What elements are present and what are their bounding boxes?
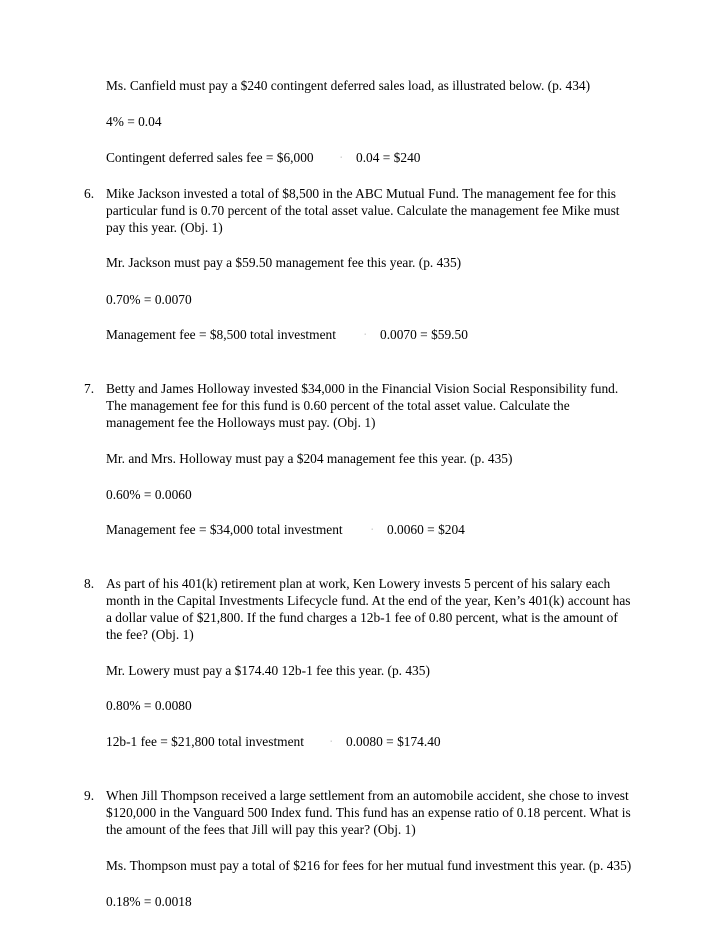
problem-8-number: 8. — [84, 576, 95, 591]
problem-8-question-line: As part of his 401(k) retirement plan at work, Ken Lowery invests 5 percent of his salary each — [106, 576, 611, 591]
multiply-sign: · — [370, 522, 375, 537]
problem-8-calc-left: 12b-1 fee = $21,800 total investment — [106, 734, 304, 749]
problem-9-question-line: $120,000 in the Vanguard 500 Index fund. This fund has an expense ratio of 0.18 percent. What is — [106, 805, 631, 820]
multiply-sign: · — [329, 734, 334, 749]
problem-8-question-line: the fee? (Obj. 1) — [106, 627, 194, 642]
problem-6-question-line: particular fund is 0.70 percent of the total asset value. Calculate the management fee Mike must — [106, 203, 620, 218]
problem-6-calc-left: Management fee = $8,500 total investment — [106, 327, 336, 342]
problem-9-number: 9. — [84, 788, 95, 803]
problem-8-question-line: month in the Capital Investments Lifecycle fund. At the end of the year, Ken’s 401(k) account has — [106, 593, 631, 608]
problem-7-answer: Mr. and Mrs. Holloway must pay a $204 management fee this year. (p. 435) — [106, 451, 513, 466]
problem-9-conversion: 0.18% = 0.0018 — [106, 894, 192, 909]
problem-8-calc-right: 0.0080 = $174.40 — [346, 734, 441, 749]
problem-6-answer: Mr. Jackson must pay a $59.50 management fee this year. (p. 435) — [106, 255, 462, 270]
multiply-sign: · — [339, 150, 344, 165]
problem-6-conversion: 0.70% = 0.0070 — [106, 292, 192, 307]
problem-9-question-line: When Jill Thompson received a large settlement from an automobile accident, she chose to invest — [106, 788, 629, 803]
problem-7-question-line: The management fee for this fund is 0.60 percent of the total asset value. Calculate the — [106, 398, 570, 413]
problem-7-calc-left: Management fee = $34,000 total investment — [106, 522, 343, 537]
problem-7-question-line: management fee the Holloways must pay. (Obj. 1) — [106, 415, 376, 430]
problem-8-conversion: 0.80% = 0.0080 — [106, 698, 192, 713]
intro-conversion: 4% = 0.04 — [106, 114, 162, 129]
problem-7-conversion: 0.60% = 0.0060 — [106, 487, 192, 502]
intro-calc-right: 0.04 = $240 — [356, 150, 421, 165]
problem-6-calc-right: 0.0070 = $59.50 — [380, 327, 468, 342]
problem-6-question-line: Mike Jackson invested a total of $8,500 in the ABC Mutual Fund. The management fee for this — [106, 186, 616, 201]
problem-9-answer: Ms. Thompson must pay a total of $216 for fees for her mutual fund investment this year. (p. 435) — [106, 858, 632, 873]
problem-7-calc-right: 0.0060 = $204 — [387, 522, 465, 537]
problem-8-question-line: a dollar value of $21,800. If the fund charges a 12b-1 fee of 0.80 percent, what is the amount of — [106, 610, 618, 625]
intro-calc-left: Contingent deferred sales fee = $6,000 — [106, 150, 314, 165]
multiply-sign: · — [363, 327, 368, 342]
problem-8-answer: Mr. Lowery must pay a $174.40 12b-1 fee this year. (p. 435) — [106, 663, 430, 678]
problem-6-number: 6. — [84, 186, 95, 201]
problem-6-question-line: pay this year. (Obj. 1) — [106, 220, 223, 235]
problem-7-number: 7. — [84, 381, 95, 396]
problem-9-question-line: the amount of the fees that Jill will pay this year? (Obj. 1) — [106, 822, 416, 837]
problem-7-question-line: Betty and James Holloway invested $34,000 in the Financial Vision Social Responsibility fund. — [106, 381, 619, 396]
intro-answer: Ms. Canfield must pay a $240 contingent deferred sales load, as illustrated below. (p. 434) — [106, 78, 591, 93]
